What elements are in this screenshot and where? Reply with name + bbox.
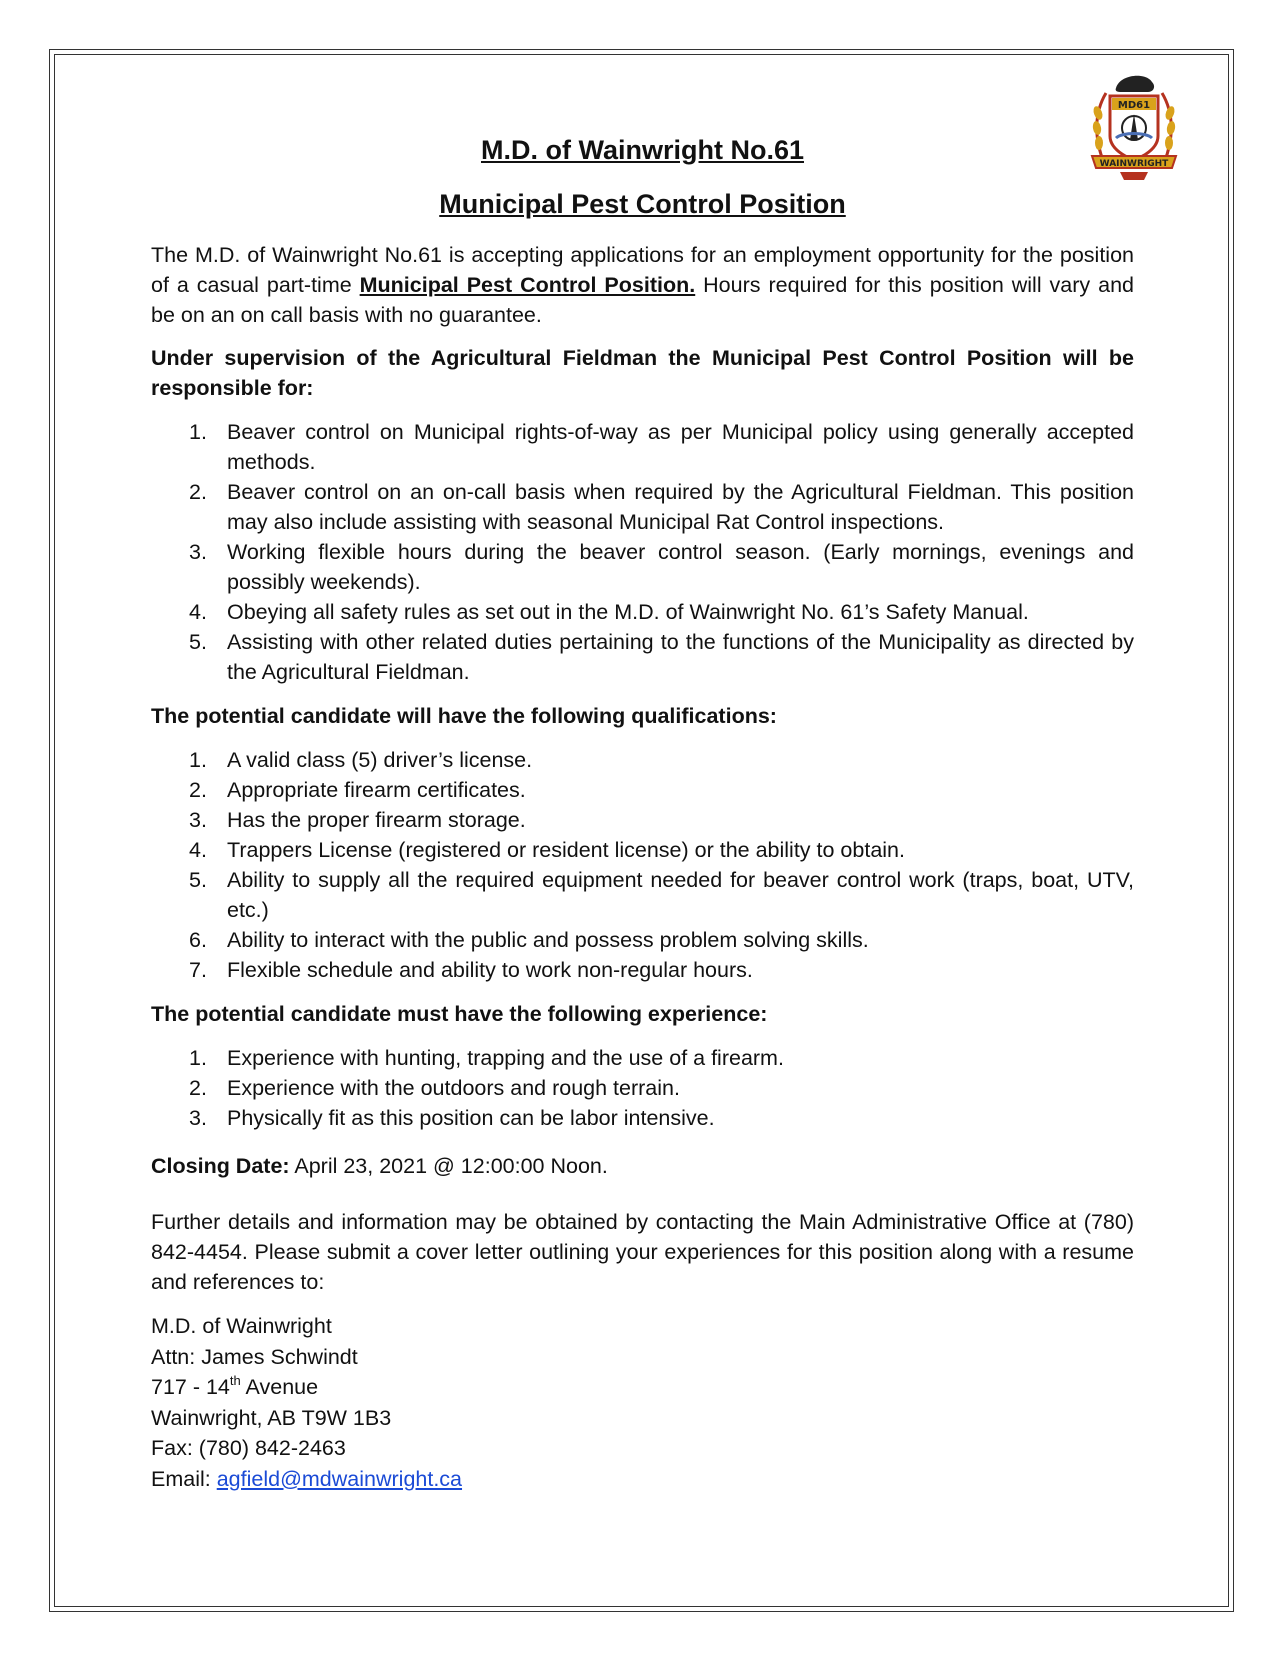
list-item: 3. Physically fit as this position can be labor intensive.	[189, 1106, 715, 1130]
list-item: 3. Has the proper firearm storage.	[189, 808, 526, 832]
list-item: 5. Ability to supply all the required equipment needed for beaver control work (traps, boat, UTV, etc.)	[189, 868, 1134, 922]
list-item: 2. Appropriate firearm certificates.	[189, 778, 526, 802]
further-details-paragraph: Further details and information may be obtained by contacting the Main Administrative Office at (780) 842-4454. Please submit a cover letter outlining your experiences for this position along with a resume and references to:	[151, 1210, 1134, 1294]
experience-heading: The potential candidate must have the following experience:	[151, 1002, 768, 1026]
address-attn: Attn: James Schwindt	[151, 1344, 358, 1369]
closing-date	[151, 1151, 1134, 1181]
list-item: 1. Beaver control on Municipal rights-of-way as per Municipal policy using generally accepted methods.	[189, 420, 1134, 474]
address-email	[151, 1464, 1134, 1495]
address-name: M.D. of Wainwright	[151, 1314, 332, 1338]
address-city: Wainwright, AB T9W 1B3	[151, 1405, 392, 1430]
document-title: M.D. of Wainwright No.61	[481, 135, 804, 165]
list-item: 5. Assisting with other related duties pertaining to the functions of the Municipality as directed by the Agricultural Fieldman.	[189, 630, 1134, 684]
list-item: 3. Working flexible hours during the beaver control season. (Early mornings, evenings and possibly weekends).	[189, 540, 1134, 594]
list-item: 2. Experience with the outdoors and rough terrain.	[189, 1076, 680, 1100]
email-label: Email:	[151, 1466, 217, 1491]
list-item: 4. Obeying all safety rules as set out in the M.D. of Wainwright No. 61’s Safety Manual.	[189, 600, 1029, 624]
logo-top-text: MD61	[1117, 100, 1151, 111]
qualifications-heading: The potential candidate will have the following qualifications:	[151, 704, 777, 728]
qualifications-list	[151, 745, 1134, 985]
closing-date-label: Closing Date:	[151, 1154, 290, 1178]
document-subtitle: Municipal Pest Control Position	[439, 189, 846, 219]
list-item: 1. A valid class (5) driver’s license.	[189, 748, 533, 772]
address-street: 717 - 14th Avenue	[151, 1373, 319, 1399]
closing-date-value: April 23, 2021 @ 12:00:00 Noon.	[289, 1154, 608, 1178]
responsibilities-list	[151, 417, 1134, 687]
logo-banner-text: WAINWRIGHT	[1099, 159, 1169, 169]
list-item: 6. Ability to interact with the public and possess problem solving skills.	[189, 928, 869, 952]
email-link[interactable]: agfield@mdwainwright.ca	[216, 1466, 463, 1491]
intro-paragraph	[151, 240, 1134, 330]
list-item: 2. Beaver control on an on-call basis when required by the Agricultural Fieldman. This position may also include assisting with seasonal Municipal Rat Control inspections.	[189, 480, 1134, 534]
list-item: 1. Experience with hunting, trapping and the use of a firearm.	[189, 1046, 784, 1070]
responsibilities-heading: Under supervision of the Agricultural Fieldman the Municipal Pest Control Position will be responsible for:	[151, 346, 1134, 400]
address-fax: Fax: (780) 842-2463	[151, 1436, 346, 1460]
intro-position-emphasis: Municipal Pest Control Position.	[359, 273, 696, 297]
list-item: 4. Trappers License (registered or resident license) or the ability to obtain.	[189, 838, 905, 862]
intro-text-before: The M.D. of Wainwright No.61 is accepting applications for an employment opportunity for the position of a casual part-time	[151, 243, 1134, 297]
experience-list	[151, 1043, 1134, 1133]
document-body	[151, 128, 1134, 1494]
list-item: 7. Flexible schedule and ability to work non-regular hours.	[189, 958, 753, 982]
intro-text-after: Hours required for this position will vary and be on an on call basis with no guarantee.	[151, 273, 1134, 327]
mailing-address	[151, 1311, 1134, 1494]
